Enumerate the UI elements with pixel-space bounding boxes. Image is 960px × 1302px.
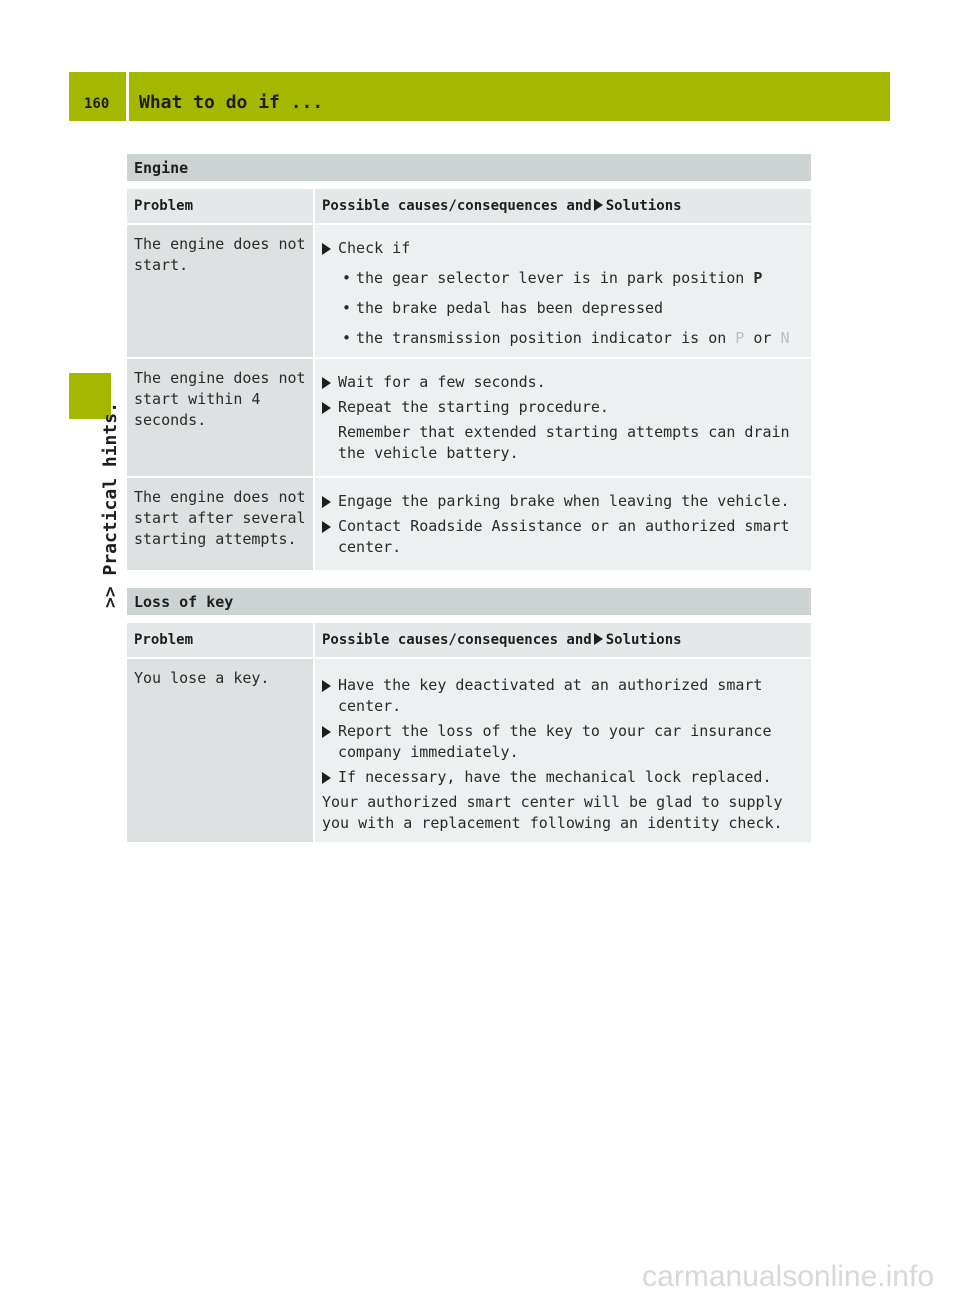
step [322, 516, 807, 558]
column-header-solutions [314, 189, 811, 224]
solution-cell [314, 477, 811, 571]
problem-cell: The engine does not start. [127, 224, 314, 358]
problem-cell: The engine does not start after several starting attempts. [127, 477, 314, 571]
bullet-icon: • [342, 269, 352, 287]
step-text: Engage the parking brake when leaving the vehicle. [338, 492, 790, 510]
column-header-solutions [314, 623, 811, 658]
column-header-solutions-b: Solutions [605, 198, 682, 214]
page-title: What to do if ... [139, 92, 324, 113]
note-text: Your authorized smart center will be glad to supply you with a replacement following an identity check. [322, 793, 783, 832]
arrow-icon [322, 377, 331, 389]
sidebar-label: >> Practical hints. [100, 402, 121, 608]
step [322, 372, 807, 393]
column-header-solutions-a: Possible causes/consequences and [322, 198, 592, 214]
page-number: 160 [84, 96, 110, 112]
bullet-item [322, 298, 807, 319]
header-separator [126, 72, 129, 121]
solution-cell [314, 224, 811, 358]
table-header-row [127, 623, 811, 658]
problem-cell: The engine does not start within 4 seconds. [127, 358, 314, 477]
step [322, 238, 807, 259]
problem-cell: You lose a key. [127, 658, 314, 843]
bullet-item [322, 268, 807, 289]
loss-of-key-section [127, 588, 811, 844]
column-header-problem: Problem [127, 189, 314, 224]
bullet-text: the gear selector lever is in park position [356, 269, 745, 287]
column-header-solutions-a: Possible causes/consequences and [322, 632, 592, 648]
step-text: Wait for a few seconds. [338, 373, 546, 391]
table-row [127, 224, 811, 358]
step-text: Contact Roadside Assistance or an authorized smart center. [338, 517, 790, 556]
table-row [127, 658, 811, 843]
engine-section [127, 154, 811, 572]
arrow-icon [594, 633, 603, 645]
column-header-solutions-b: Solutions [605, 632, 682, 648]
arrow-icon [322, 680, 331, 692]
bullet-item [322, 328, 807, 349]
step [322, 675, 807, 717]
solution-cell [314, 358, 811, 477]
display-symbol-p: P [735, 329, 745, 347]
step-text: Have the key deactivated at an authorized smart center. [338, 676, 763, 715]
loss-of-key-table [127, 623, 811, 844]
step-text: If necessary, have the mechanical lock replaced. [338, 768, 772, 786]
column-header-problem: Problem [127, 623, 314, 658]
note-text: Remember that extended starting attempts can drain the vehicle battery. [338, 423, 790, 462]
step [322, 721, 807, 763]
engine-table [127, 189, 811, 572]
bullet-text-or: or [753, 329, 772, 347]
step [322, 767, 807, 788]
bullet-text: the brake pedal has been depressed [356, 299, 664, 317]
arrow-icon [322, 402, 331, 414]
watermark: carmanualsonline.info [642, 1260, 934, 1293]
section-title: Engine [127, 154, 811, 181]
display-symbol-n: N [780, 329, 790, 347]
gear-position-p: P [753, 269, 763, 287]
arrow-icon [322, 521, 331, 533]
arrow-icon [322, 496, 331, 508]
table-header-row [127, 189, 811, 224]
arrow-icon [322, 772, 331, 784]
bullet-text: the transmission position indicator is on [356, 329, 727, 347]
arrow-icon [322, 726, 331, 738]
step-text: Repeat the starting procedure. [338, 398, 609, 416]
step [322, 397, 807, 418]
bullet-icon: • [342, 299, 352, 317]
step-text: Report the loss of the key to your car insurance company immediately. [338, 722, 772, 761]
step [322, 491, 807, 512]
table-row [127, 358, 811, 477]
section-title: Loss of key [127, 588, 811, 615]
arrow-icon [322, 243, 331, 255]
arrow-icon [594, 199, 603, 211]
bullet-icon: • [342, 329, 352, 347]
table-row [127, 477, 811, 571]
solution-cell [314, 658, 811, 843]
step-text: Check if [338, 239, 411, 257]
